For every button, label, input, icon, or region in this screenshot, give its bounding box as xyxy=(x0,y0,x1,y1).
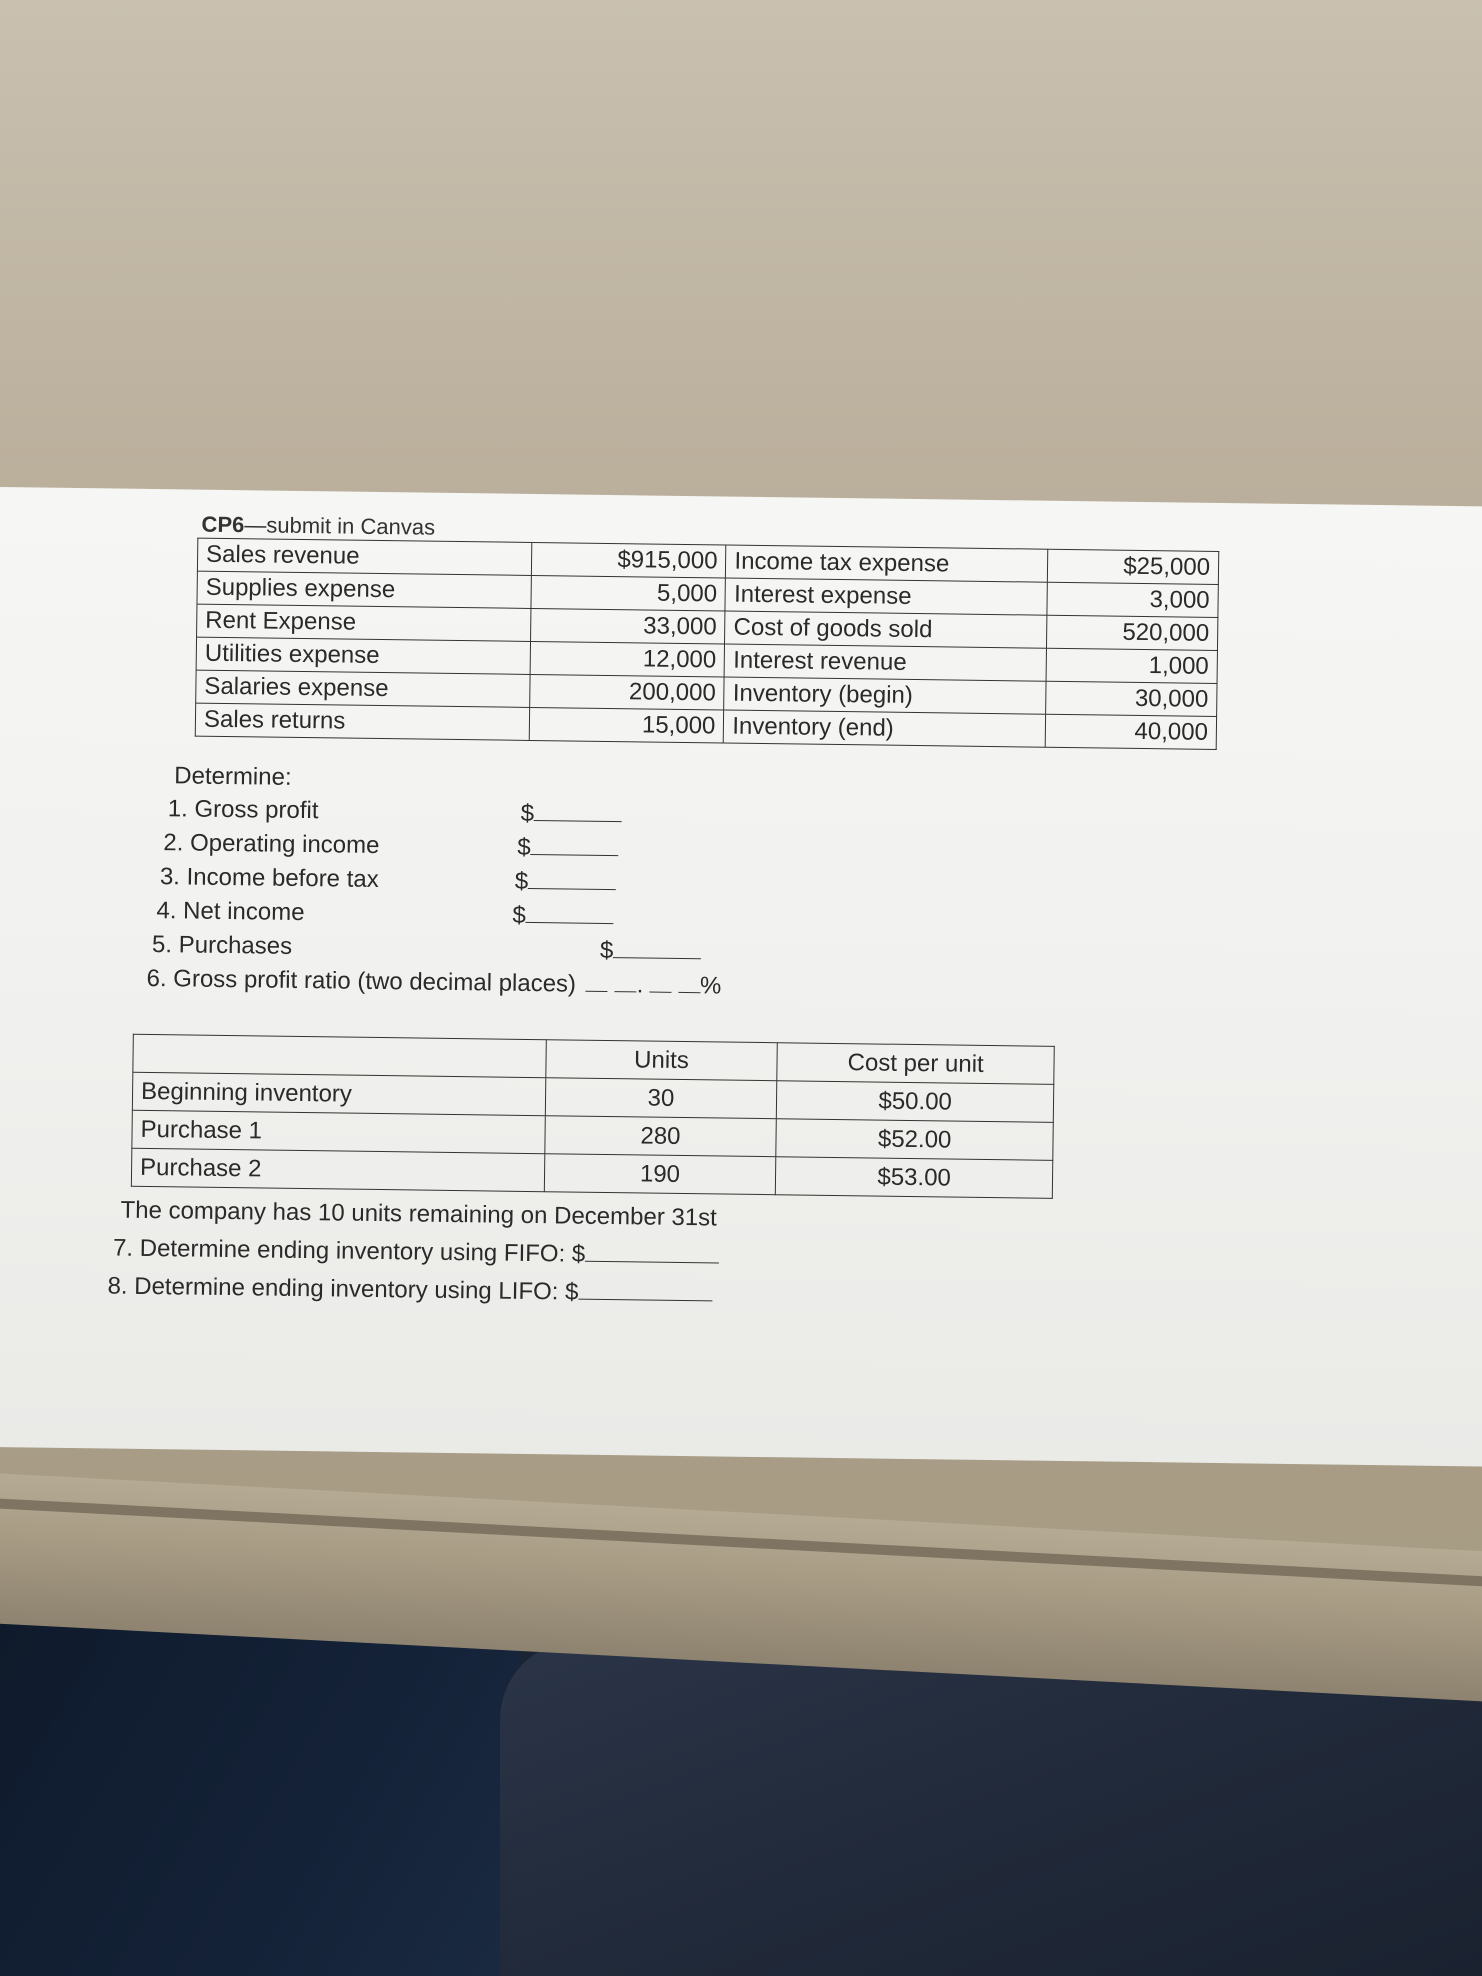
account-amount: 3,000 xyxy=(1047,582,1218,617)
question-label: 2. Operating income xyxy=(163,829,380,859)
units-cell: 190 xyxy=(544,1154,776,1195)
digit-blank xyxy=(678,992,700,993)
question-gross-profit xyxy=(168,795,319,825)
account-amount: $25,000 xyxy=(1048,549,1219,584)
inventory-purchases-table xyxy=(131,1034,1055,1199)
question-label: 8. Determine ending inventory using LIFO: xyxy=(107,1272,559,1306)
answer-blank xyxy=(526,922,614,924)
title-code: CP6 xyxy=(201,511,245,538)
account-amount: 12,000 xyxy=(530,641,725,677)
question-fifo xyxy=(113,1235,720,1271)
account-amount: 33,000 xyxy=(530,608,725,644)
question-label: 4. Net income xyxy=(156,897,305,927)
dollar-sign: $ xyxy=(517,833,531,861)
answer-operating-income xyxy=(517,834,619,863)
account-name: Salaries expense xyxy=(196,670,530,707)
answer-income-before-tax xyxy=(515,868,617,897)
account-amount: $915,000 xyxy=(531,542,726,578)
dollar-sign: $ xyxy=(514,867,529,895)
cost-cell: $52.00 xyxy=(776,1119,1053,1161)
worksheet-paper xyxy=(0,487,1482,1467)
account-name: Inventory (end) xyxy=(724,710,1046,747)
column-header xyxy=(133,1034,546,1077)
account-amount: 1,000 xyxy=(1046,648,1217,683)
cost-cell: $50.00 xyxy=(777,1081,1054,1123)
question-label: 6. Gross profit ratio (two decimal places) xyxy=(146,964,577,998)
answer-blank xyxy=(613,957,701,959)
account-amount: 520,000 xyxy=(1047,615,1218,650)
digit-blank xyxy=(649,992,671,993)
question-operating-income xyxy=(163,829,379,860)
cost-cell: $53.00 xyxy=(776,1157,1053,1199)
account-name: Supplies expense xyxy=(197,571,531,608)
question-income-before-tax xyxy=(160,863,379,894)
digit-blank xyxy=(586,991,608,992)
determine-label: Determine: xyxy=(174,762,292,791)
answer-blank xyxy=(578,1299,712,1302)
account-name: Sales returns xyxy=(195,703,529,740)
account-amount: 30,000 xyxy=(1046,681,1217,716)
worksheet-title xyxy=(201,512,435,541)
account-name: Cost of goods sold xyxy=(725,611,1047,648)
account-amount: 40,000 xyxy=(1045,714,1216,749)
percent-sign: % xyxy=(699,972,722,1000)
answer-gross-profit xyxy=(521,800,623,829)
dollar-sign: $ xyxy=(520,799,535,828)
account-amount: 5,000 xyxy=(531,575,726,611)
question-gross-profit-ratio: 6. Gross profit ratio (two decimal places) . % xyxy=(146,964,722,1000)
account-name: Utilities expense xyxy=(196,637,530,674)
digit-blank xyxy=(615,991,637,992)
dollar-sign: $ xyxy=(599,936,614,965)
account-name: Rent Expense xyxy=(197,604,531,641)
answer-net-income xyxy=(512,902,614,931)
column-header: Cost per unit xyxy=(777,1043,1054,1085)
answer-blank xyxy=(534,820,622,822)
units-cell: 280 xyxy=(544,1116,776,1157)
account-name: Interest revenue xyxy=(724,644,1046,681)
answer-blank xyxy=(528,888,616,890)
question-label: 7. Determine ending inventory using FIFO: xyxy=(112,1234,566,1268)
dollar-sign: $ xyxy=(564,1278,579,1306)
question-purchases xyxy=(152,931,292,961)
answer-purchases xyxy=(600,937,702,966)
column-header: Units xyxy=(545,1040,777,1081)
question-label: 3. Income before tax xyxy=(159,863,379,893)
dollar-sign: $ xyxy=(512,901,526,929)
account-name: Income tax expense xyxy=(726,545,1048,582)
title-text: —submit in Canvas xyxy=(244,512,436,540)
answer-blank xyxy=(531,854,619,856)
question-net-income xyxy=(156,897,304,927)
dollar-sign: $ xyxy=(571,1240,586,1268)
remaining-units-note: The company has 10 units remaining on December 31st xyxy=(120,1196,717,1232)
units-cell: 30 xyxy=(545,1078,777,1119)
question-lifo xyxy=(107,1272,712,1308)
account-amount: 15,000 xyxy=(529,707,724,743)
account-amount: 200,000 xyxy=(529,674,724,710)
account-name: Interest expense xyxy=(725,578,1047,615)
item-name: Beginning inventory xyxy=(132,1072,545,1115)
answer-blank xyxy=(585,1261,719,1264)
account-name: Sales revenue xyxy=(197,538,531,575)
question-label: 1. Gross profit xyxy=(167,795,319,825)
jeans-left-leg xyxy=(0,1600,520,1976)
account-name: Inventory (begin) xyxy=(724,677,1046,714)
item-name: Purchase 1 xyxy=(132,1110,545,1153)
item-name: Purchase 2 xyxy=(131,1148,544,1191)
account-balances-table xyxy=(195,538,1220,750)
question-label: 5. Purchases xyxy=(151,931,293,960)
